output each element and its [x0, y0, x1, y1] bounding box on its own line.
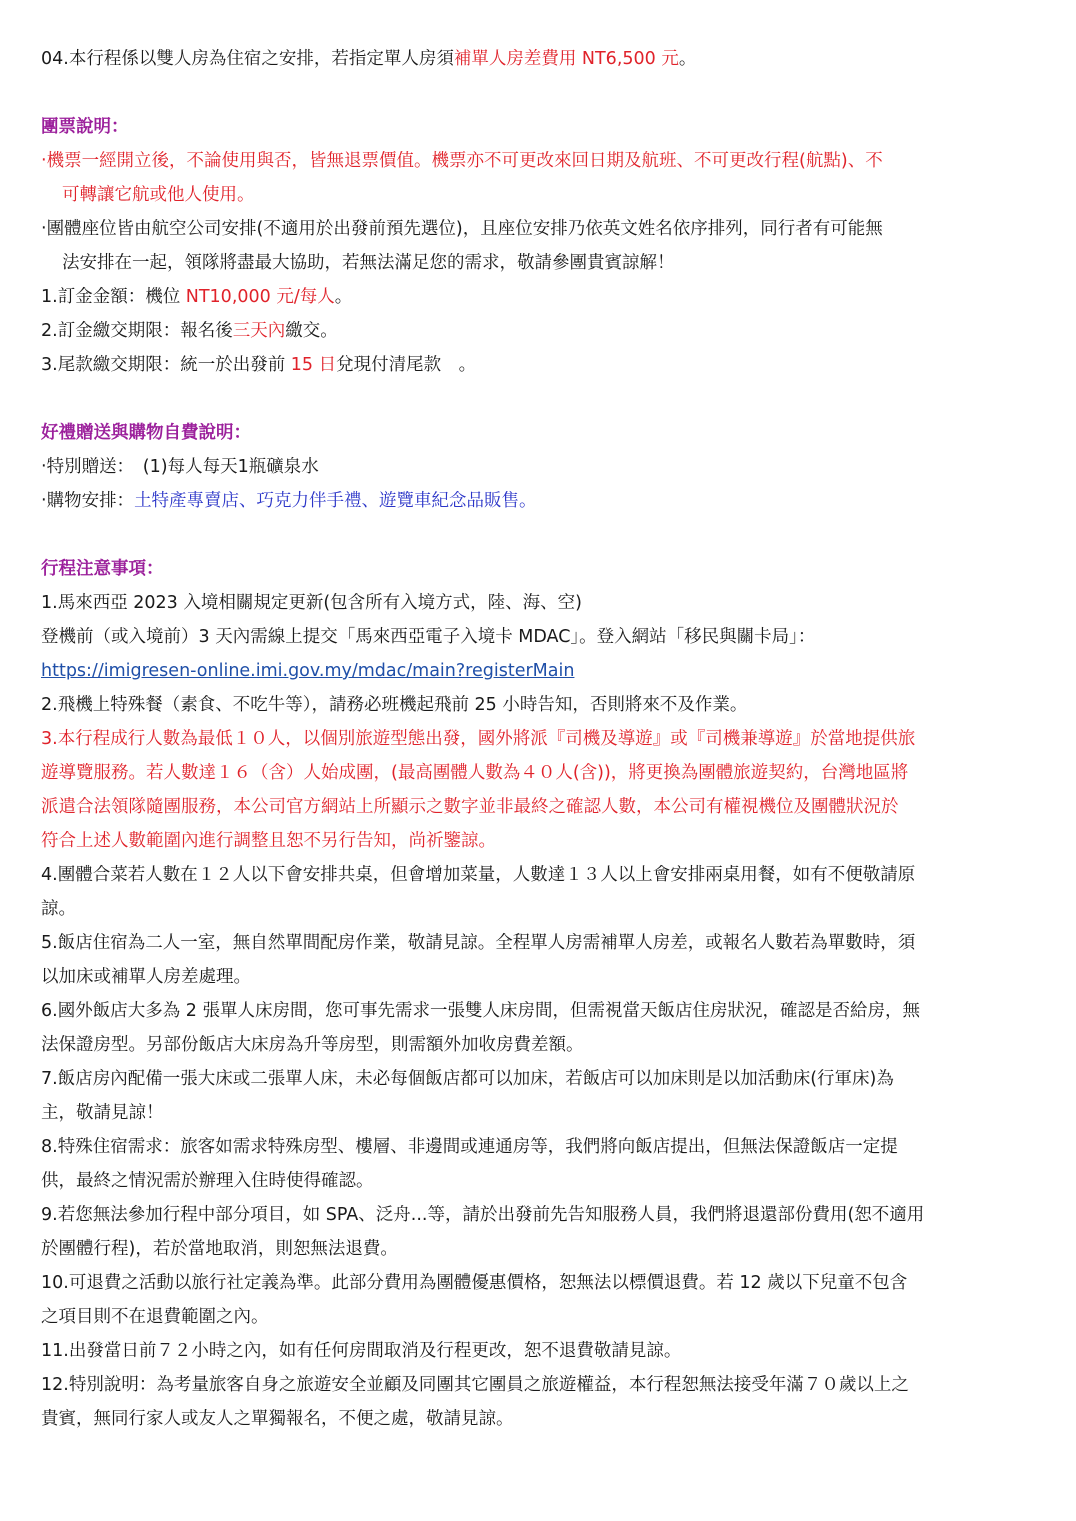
gift-bullet-2 — [41, 484, 1041, 518]
room-note-end: 。 — [678, 49, 697, 69]
note-6-line-2: 法保證房型。另部份飯店大床房為升等房型，則需額外加收房費差額。 — [41, 1035, 584, 1055]
note-8-line-2: 供，最終之情況需於辦理入住時使得確認。 — [41, 1171, 374, 1191]
note-10-line-2: 之項目則不在退費範圍之內。 — [41, 1307, 269, 1327]
balance-deadline-end: 兌現付清尾款 。 — [336, 355, 477, 375]
note-3-line-3: 派遣合法領隊隨團服務，本公司官方網站上所顯示之數字並非最終之確認人數，本公司有權視機位及團體狀況於 — [41, 797, 899, 817]
note-1-link-line — [41, 654, 1041, 688]
note-12-line-1: 12.特別說明：為考量旅客自身之旅遊安全並顧及同團其它團員之旅遊權益，本行程恕無法接受年滿７０歲以上之 — [41, 1375, 909, 1395]
shopping-label: ‧購物安排： — [41, 491, 135, 511]
room-note — [41, 42, 1041, 76]
note-3-line-2: 遊導覽服務。若人數達１６（含）人始成團，(最高團體人數為４０人(含))，將更換為團體旅遊契約，台灣地區將 — [41, 763, 909, 783]
gift-bullet-1: ‧特別贈送： (1)每人每天1瓶礦泉水 — [41, 457, 319, 477]
ticket-bullet-1-line-1: ‧機票一經開立後，不論使用與否，皆無退票價值。機票亦不可更改來回日期及航班、不可更改行程(航點)、不 — [41, 151, 883, 171]
note-1-line-2: 登機前（或入境前）3 天內需線上提交「馬來西亞電子入境卡 MDAC」。登入網站「移民與關卡局」： — [41, 627, 816, 647]
ticket-bullet-1-line-2: 可轉讓它航或他人使用。 — [62, 185, 255, 205]
note-5-line-2: 以加床或補單人房差處理。 — [41, 967, 251, 987]
note-10-line-1: 10.可退費之活動以旅行社定義為準。此部分費用為團體優惠價格，恕無法以標價退費。若 12 歲以下兒童不包含 — [41, 1273, 908, 1293]
deposit-amount-label: 1.訂金金額：機位 — [41, 287, 186, 307]
room-note-text: 04.本行程係以雙人房為住宿之安排，若指定單人房須 — [41, 49, 454, 69]
note-2: 2.飛機上特殊餐（素食、不吃牛等），請務必班機起飛前 25 小時告知，否則將來不及作業。 — [41, 695, 748, 715]
note-5-line-1: 5.飯店住宿為二人一室，無自然單間配房作業，敬請見諒。全程單人房需補單人房差，或報名人數若為單數時，須 — [41, 933, 916, 953]
gift-heading: 好禮贈送與購物自費說明： — [41, 423, 251, 443]
spacer — [41, 518, 1041, 552]
note-3-line-1: 3.本行程成行人數為最低１０人，以個別旅遊型態出發，國外將派『司機及導遊』或『司機兼導遊』於當地提供旅 — [41, 729, 916, 749]
spacer — [41, 76, 1041, 110]
spacer — [41, 382, 1041, 416]
note-7-line-1: 7.飯店房內配備一張大床或二張單人床，未必每個飯店都可以加床，若飯店可以加床則是以加活動床(行軍床)為 — [41, 1069, 894, 1089]
ticket-bullet-2-line-2: 法安排在一起，領隊將盡最大協助，若無法滿足您的需求，敬請參團貴賓諒解！ — [62, 253, 675, 273]
notes-heading: 行程注意事項： — [41, 559, 164, 579]
document-page — [41, 42, 1041, 1436]
balance-deadline — [41, 348, 1041, 382]
deposit-deadline-label: 2.訂金繳交期限：報名後 — [41, 321, 233, 341]
note-4-line-2: 諒。 — [41, 899, 76, 919]
note-6-line-1: 6.國外飯店大多為 2 張單人床房間，您可事先需求一張雙人床房間，但需視當天飯店住房狀況，確認是否給房，無 — [41, 1001, 920, 1021]
deposit-amount-value: NT10,000 元/每人 — [185, 287, 335, 307]
deposit-amount — [41, 280, 1041, 314]
shopping-list: 土特產專賣店、巧克力伴手禮、遊覽車紀念品販售。 — [134, 491, 537, 511]
ticket-bullet-2-line-1: ‧團體座位皆由航空公司安排(不適用於出發前預先選位)，且座位安排乃依英文姓名依序排列，同行者有可能無 — [41, 219, 883, 239]
balance-deadline-label: 3.尾款繳交期限：統一於出發前 — [41, 355, 291, 375]
deposit-deadline-value: 三天內 — [232, 321, 286, 341]
deposit-amount-end: 。 — [334, 287, 353, 307]
room-note-fee: 補單人房差費用 NT6,500 元 — [453, 49, 679, 69]
note-9-line-2: 於團體行程)，若於當地取消，則恕無法退費。 — [41, 1239, 398, 1259]
note-8-line-1: 8.特殊住宿需求：旅客如需求特殊房型、樓層、非邊間或連通房等，我們將向飯店提出，但無法保證飯店一定提 — [41, 1137, 898, 1157]
mdac-link[interactable]: https://imigresen-online.imi.gov.my/mdac/main?registerMain — [41, 661, 575, 681]
deposit-deadline-end: 繳交。 — [285, 321, 338, 341]
note-12-line-2: 貴賓，無同行家人或友人之單獨報名，不便之處，敬請見諒。 — [41, 1409, 514, 1429]
balance-deadline-value: 15 日 — [290, 355, 337, 375]
deposit-deadline — [41, 314, 1041, 348]
note-11: 11.出發當日前７２小時之內，如有任何房間取消及行程更改，恕不退費敬請見諒。 — [41, 1341, 682, 1361]
note-1-line-1: 1.馬來西亞 2023 入境相關規定更新(包含所有入境方式，陸、海、空) — [41, 593, 583, 613]
note-3-line-4: 符合上述人數範圍內進行調整且恕不另行告知，尚祈鑒諒。 — [41, 831, 496, 851]
ticket-heading: 團票說明： — [41, 117, 129, 137]
note-4-line-1: 4.團體合菜若人數在１２人以下會安排共桌，但會增加菜量，人數達１３人以上會安排兩桌用餐，如有不便敬請原 — [41, 865, 916, 885]
note-7-line-2: 主，敬請見諒！ — [41, 1103, 164, 1123]
note-9-line-1: 9.若您無法參加行程中部分項目，如 SPA、泛舟...等，請於出發前先告知服務人員，我們將退還部份費用(恕不適用 — [41, 1205, 925, 1225]
